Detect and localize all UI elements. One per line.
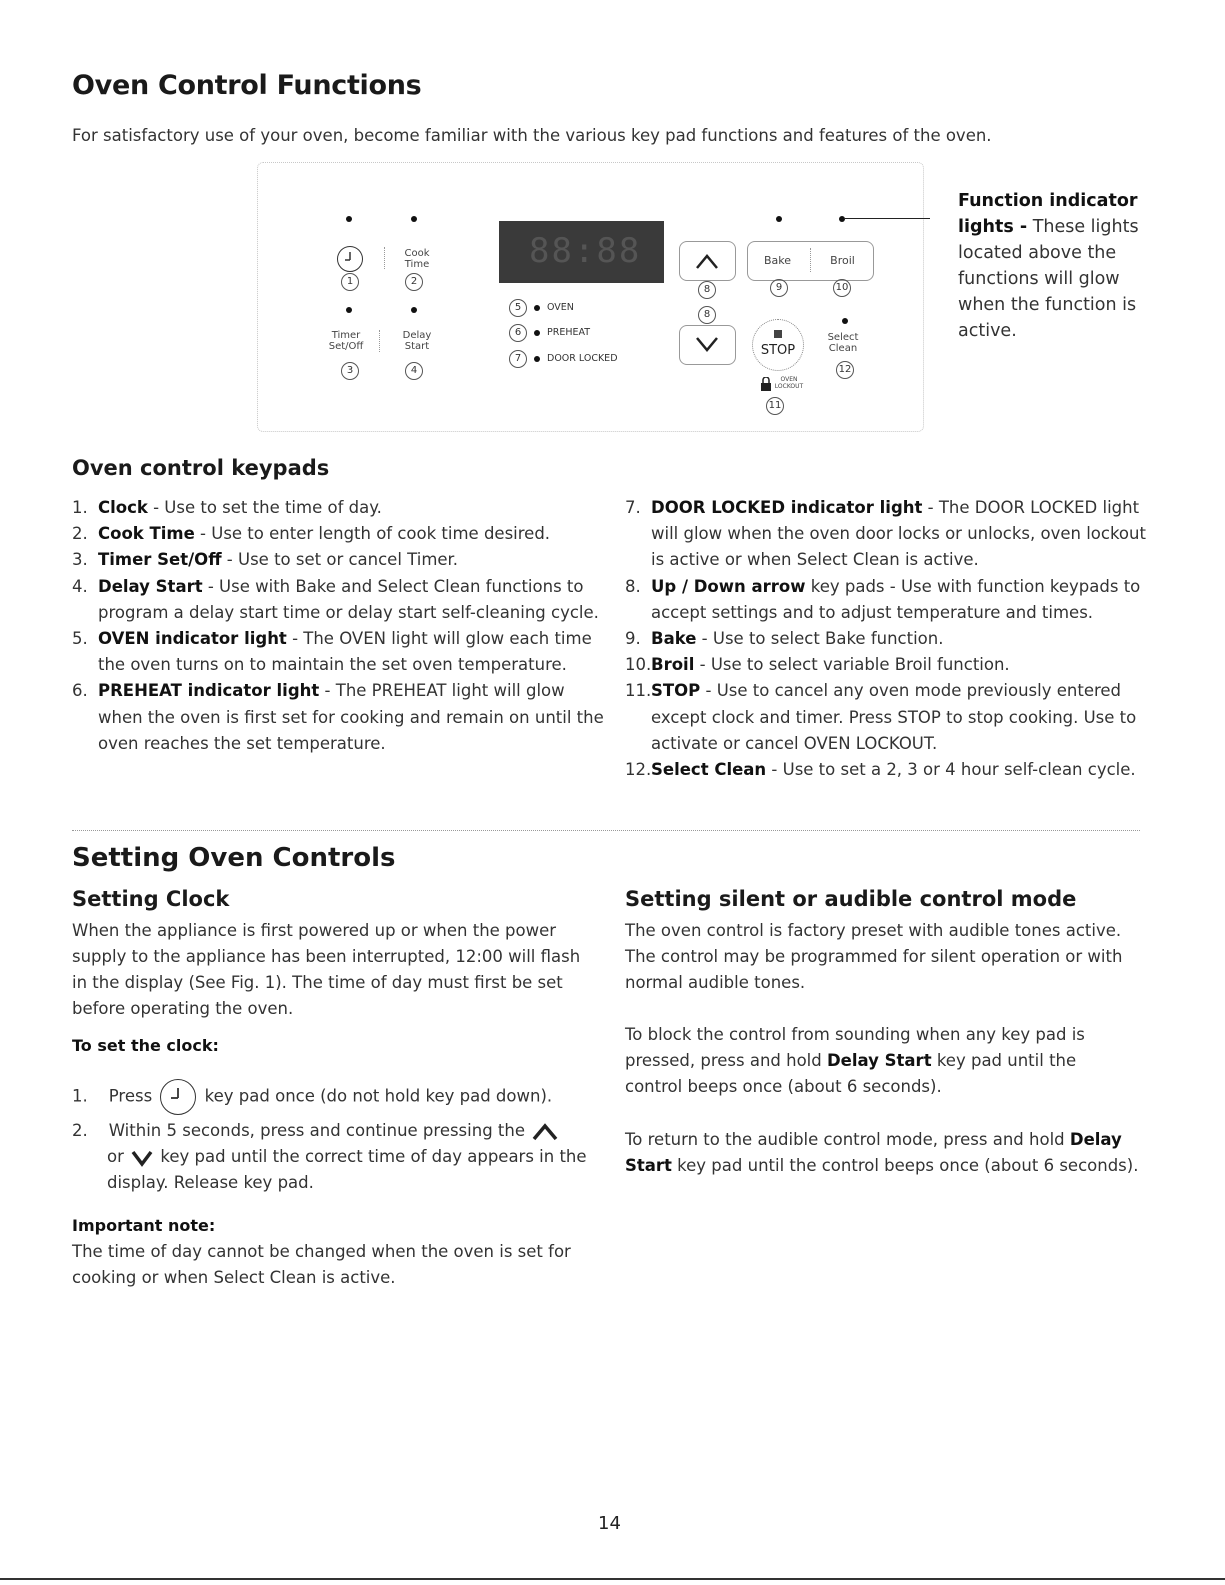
indicator-dot: [839, 216, 845, 222]
silent-paragraph-3: To return to the audible control mode, press and hold Delay Start key pad until the control beeps once (about 6 seconds).: [625, 1130, 1139, 1175]
page-number: 14: [598, 1513, 621, 1534]
divider: [384, 247, 385, 269]
setting-clock-heading: Setting Clock: [72, 887, 230, 911]
divider: [379, 330, 380, 352]
silent-paragraph-2: To block the control from sounding when any key pad is pressed, press and hold Delay Start key pad until the control beeps once (about 6 seconds).: [625, 1025, 1085, 1096]
callout-number: 3: [341, 362, 359, 380]
stop-icon: [774, 330, 782, 338]
keypad-list-item: 5. OVEN indicator light - The OVEN light will glow each time the oven turns on to maintain the set oven temperature.: [72, 629, 592, 675]
oven-indicator-dot: [534, 305, 540, 311]
up-arrow-icon: [530, 1122, 560, 1142]
function-indicator-callout: Function indicator lights - These lights located above the functions will glow when the function is active.: [958, 191, 1139, 341]
silent-mode-heading: Setting silent or audible control mode: [625, 887, 1077, 911]
callout-number: 1: [341, 273, 359, 291]
down-arrow-icon: [680, 326, 735, 364]
keypad-list-item: 7. DOOR LOCKED indicator light - The DOOR LOCKED light will glow when the oven door locks or unlocks, oven lockout is active or when Select Clean is active.: [625, 498, 1146, 570]
oven-indicator-label: OVEN: [547, 302, 574, 313]
callout-number: 6: [509, 324, 527, 342]
bottom-rule: [0, 1578, 1225, 1580]
clock-icon: [160, 1079, 196, 1115]
callout-number: 2: [405, 273, 423, 291]
keypad-list-item: 6. PREHEAT indicator light - The PREHEAT light will glow when the oven is first set for cooking and remain on until the oven reaches the set temperature.: [72, 681, 604, 753]
keypad-list-item: 8. Up / Down arrow key pads - Use with function keypads to accept settings and to adjust temperature and times.: [625, 576, 1141, 622]
cook-time-label: Cook Time: [404, 248, 430, 270]
callout-number: 7: [509, 350, 527, 368]
important-note-text: The time of day cannot be changed when the oven is set for cooking or when Select Clean is active.: [72, 1242, 571, 1287]
callout-number: 9: [770, 279, 788, 297]
keypad-list-item: 12. Select Clean - Use to set a 2, 3 or 4 hour self-clean cycle.: [625, 760, 1136, 780]
section-divider: [72, 830, 1140, 831]
keypads-heading: Oven control keypads: [72, 456, 330, 480]
bake-label: Bake: [763, 254, 792, 267]
clock-step-1: 1. Press key pad once (do not hold key pad down).: [72, 1079, 602, 1115]
door-locked-indicator-label: DOOR LOCKED: [547, 353, 618, 364]
select-clean-label: Select Clean: [827, 332, 859, 354]
callout-number: 5: [509, 299, 527, 317]
divider: [810, 248, 811, 272]
callout-number: 10: [833, 279, 851, 297]
door-locked-indicator-dot: [534, 356, 540, 362]
lock-icon: [760, 376, 772, 390]
indicator-dot: [346, 307, 352, 313]
important-note-heading: Important note:: [72, 1216, 216, 1235]
indicator-dot: [842, 318, 848, 324]
keypad-list-item: 10. Broil - Use to select variable Broil function.: [625, 655, 1010, 675]
delay-start-label: Delay Start: [402, 330, 432, 352]
keypads-list-right: [625, 495, 1155, 783]
preheat-indicator-dot: [534, 330, 540, 336]
down-arrow-icon: [129, 1148, 155, 1168]
down-arrow-button: [679, 325, 736, 365]
callout-number: 11: [766, 397, 784, 415]
clock-paragraph: When the appliance is first powered up or when the power supply to the appliance has been interrupted, 12:00 will flash in the display (See Fig. 1). The time of day must first be set before operating the oven.: [72, 921, 581, 1018]
digital-display: 88:88: [499, 221, 664, 283]
control-panel-diagram: [257, 162, 924, 432]
intro-text: For satisfactory use of your oven, become familiar with the various key pad functions and features of the oven.: [72, 126, 992, 145]
to-set-clock-heading: To set the clock:: [72, 1036, 219, 1055]
callout-number: 8: [698, 281, 716, 299]
callout-number: 12: [836, 361, 854, 379]
keypad-list-item: 3. Timer Set/Off - Use to set or cancel Timer.: [72, 550, 459, 570]
preheat-indicator-label: PREHEAT: [547, 327, 591, 338]
clock-step-2: 2. Within 5 seconds, press and continue pressing the or key pad until the correct time of day appears in the display. Release key pad.: [72, 1121, 587, 1192]
up-arrow-button: [679, 241, 736, 281]
keypad-list-item: 4. Delay Start - Use with Bake and Select Clean functions to program a delay start time or delay start self-cleaning cycle.: [72, 576, 599, 622]
keypads-list-left: [72, 495, 607, 757]
up-arrow-icon: [680, 242, 735, 280]
keypad-list-item: 1. Clock - Use to set the time of day.: [72, 498, 382, 517]
keypad-list-item: 2. Cook Time - Use to enter length of cook time desired.: [72, 524, 551, 544]
stop-button: STOP: [752, 319, 804, 371]
oven-lockout-label: OVEN LOCKOUT: [774, 376, 804, 390]
clock-icon: [337, 246, 363, 272]
indicator-dot: [411, 307, 417, 313]
callout-number: 8: [698, 306, 716, 324]
indicator-dot: [411, 216, 417, 222]
callout-line: [845, 218, 930, 219]
section-title: Setting Oven Controls: [72, 843, 396, 873]
callout-number: 4: [405, 362, 423, 380]
timer-label: Timer Set/Off: [328, 330, 364, 352]
indicator-dot: [776, 216, 782, 222]
page-title: Oven Control Functions: [72, 70, 422, 101]
silent-paragraph-1: The oven control is factory preset with audible tones active. The control may be programmed for silent operation or with normal audible tones.: [625, 921, 1123, 992]
keypad-list-item: 9. Bake - Use to select Bake function.: [625, 629, 944, 649]
broil-label: Broil: [830, 254, 855, 267]
keypad-list-item: 11. STOP - Use to cancel any oven mode previously entered except clock and timer. Press STOP to stop cooking. Use to activate or cancel OVEN LOCKOUT.: [625, 681, 1137, 753]
indicator-dot: [346, 216, 352, 222]
